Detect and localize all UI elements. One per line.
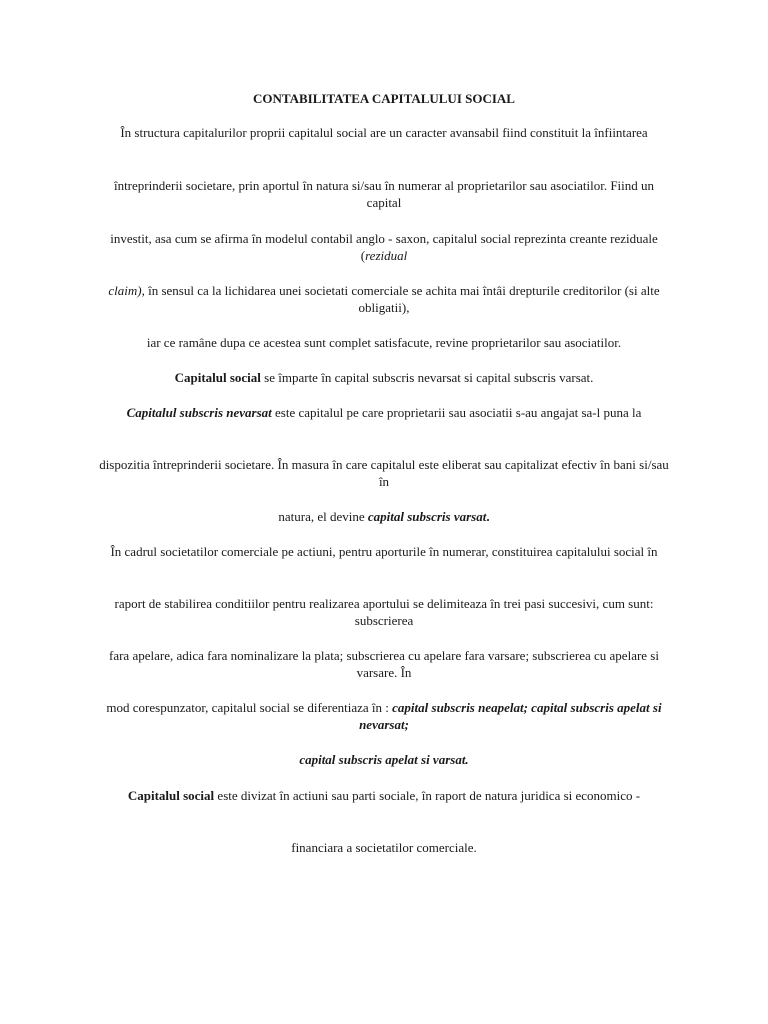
paragraph-3-text: investit, asa cum se afirma în modelul contabil anglo - saxon, capitalul social reprezinta creante reziduale ( <box>110 231 658 263</box>
paragraph-13-text: mod corespunzator, capitalul social se diferentiaza în : <box>106 700 393 715</box>
paragraph-7-bold-italic: Capitalul subscris nevarsat <box>126 405 272 420</box>
paragraph-8: dispozitia întreprinderii societare. În masura în care capitalul este eliberat sau capitalizat efectiv în bani si/sau în <box>99 457 669 489</box>
paragraph-9-text: natura, el devine <box>278 509 368 524</box>
paragraph-2: întreprinderii societare, prin aportul în natura si/sau în numerar al proprietarilor sau asociatilor. Fiind un capital <box>113 178 655 210</box>
paragraph-13 <box>96 700 672 733</box>
paragraph-9-end: . <box>486 509 490 524</box>
paragraph-15-bold: Capitalul social <box>127 788 215 803</box>
paragraph-7-text: este capitalul pe care proprietarii sau asociatii s-au angajat sa-l puna la <box>271 405 642 420</box>
paragraph-4-italic: claim), <box>108 283 145 298</box>
paragraph-4-text: în sensul ca la lichidarea unei societati comerciale se achita mai întâi drepturile creditorilor (si alte obligatii), <box>144 283 660 315</box>
paragraph-5: iar ce ramâne dupa ce acestea sunt complet satisfacute, revine proprietarilor sau asociatilor. <box>146 335 622 350</box>
paragraph-9-bold-italic: capital subscris varsat <box>367 509 487 524</box>
paragraph-1: În structura capitalurilor proprii capitalul social are un caracter avansabil fiind constituit la înfiintarea <box>120 125 648 140</box>
paragraph-12: fara apelare, adica fara nominalizare la plata; subscrierea cu apelare fara varsare; subscrierea cu apelare si varsare. În <box>109 648 659 680</box>
paragraph-9 <box>96 509 672 526</box>
paragraph-4 <box>96 283 672 316</box>
paragraph-11: raport de stabilirea conditiilor pentru realizarea aportului se delimiteaza în trei pasi succesivi, cum sunt: subscrierea <box>114 596 654 628</box>
paragraph-15-text: este divizat în actiuni sau parti sociale, în raport de natura juridica si economico - <box>214 788 641 803</box>
paragraph-7 <box>96 405 672 422</box>
paragraph-16: financiara a societatilor comerciale. <box>291 840 477 855</box>
paragraph-14 <box>96 752 672 769</box>
document-title: CONTABILITATEA CAPITALULUI SOCIAL <box>253 91 515 106</box>
paragraph-3-italic: rezidual <box>365 247 408 263</box>
paragraph-3 <box>96 231 672 264</box>
paragraph-6-bold: Capitalul social <box>174 370 261 385</box>
paragraph-6 <box>96 370 672 387</box>
paragraph-15 <box>96 788 672 805</box>
paragraph-14-bold-italic: capital subscris apelat si varsat. <box>299 752 469 767</box>
paragraph-6-text: se împarte în capital subscris nevarsat si capital subscris varsat. <box>260 370 594 385</box>
paragraph-10: În cadrul societatilor comerciale pe actiuni, pentru aporturile în numerar, constituirea capitalului social în <box>110 544 658 559</box>
paragraph-13-bold-italic: capital subscris neapelat; capital subscris apelat si nevarsat; <box>359 700 662 732</box>
